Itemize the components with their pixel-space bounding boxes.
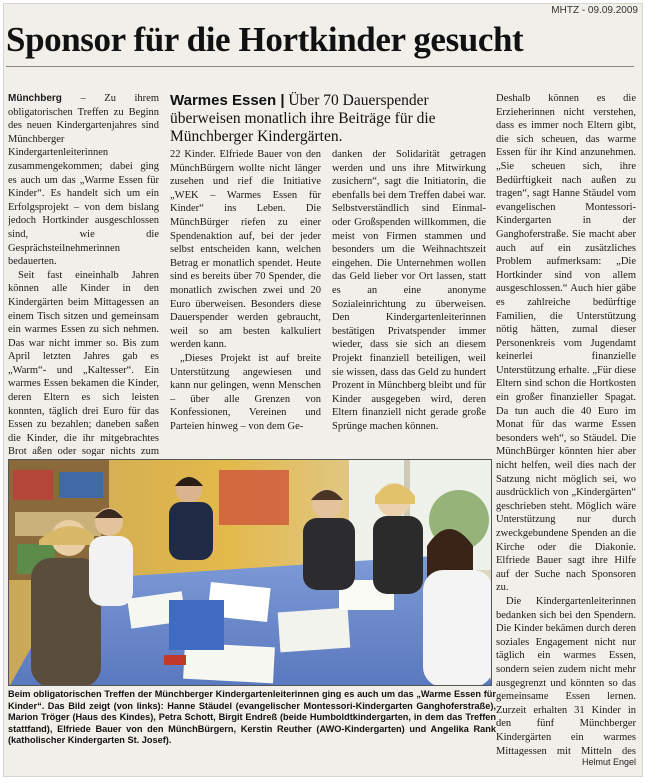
article-paragraph: „Dieses Projekt ist auf breite Unterstützung angewiesen und kann nur gelingen, wenn Menschen – über alle Grenzen von Konfessionen, Vereinen und Parteien hinweg – von dem Ge- (170, 352, 321, 432)
article-paragraph: danken der Solidarität getragen werden und uns ihre Mitwirkung zusichern“, sagt die Initiatorin, die ebenfalls bei dem Treffen dabei war. Selbstverständlich sind Einmal- oder Großspenden willkommen, die meist von Firmen stammen und besonders um die Weihnachtszeit eingehen. Die Unternehmen wollen das Geld lieber vor Ort lassen, statt es an eine anonyme Sozialeinrichtung zu überweisen. Den Kindergartenleiterinnen bestätigen Privatspender immer wieder, dass sie sich an diesem Projekt finanziell beteiligen, weil sie wissen, dass das Geld zu hundert Prozent in Münchberg bleibt und für Kinder ausgegeben wird, deren Eltern finanziell nicht gerade große Sprünge machen können. (332, 149, 486, 432)
article-paragraph: Münchberg – Zu ihrem obligatorischen Treffen zu Beginn des neuen Kindergartenjahres sind Münchberger Kindergartenleiterinnen zusammengekommen; dabei ging es auch um das „Warme Essen für Kinder“. Es handelt sich um ein Erfolgsprojekt – von dem bislang jedoch Hortkinder ausgeschlossen sind, wie die Gesprächsteilnehmerinnen bedauerten. (8, 93, 159, 268)
meeting-photo (8, 459, 492, 686)
article-column-3 (332, 148, 486, 456)
blue-folder (169, 600, 224, 650)
article-paragraph: Deshalb können es die Erzieherinnen nicht verstehen, dass es immer noch Eltern gibt, die sich scheuen, das warme Essen für ihr Kind anzunehmen. „Sie scheuen sich, ihre Bedürftigkeit nach außen zu tragen“, sagt Hanne Stäudel vom evangelischen Montessori-Kindergarten in der Ganghoferstraße. Sie macht aber auch auf ein zusätzliches Problem aufmerksam: „Die Hortkinder sind von allem ausgeschlossen.“ Auch hier gäbe es zahlreiche bedürftige Familien, die Unterstützung nötig hätten, zumal dieser Personenkreis vom Jugendamt keinerlei finanzielle Unterstützung erhalte. „Für diese Eltern sind schon die Hortkosten ein großer finanzieller Spagat. Da tun auch die 40 Euro im Monat für das warme Essen besonders weh“, so Stäudel. Die MünchBürger könnten hier aber nicht helfen, weil dies nach der Satzung nicht möglich sei, wo ausdrücklich von „Kindergärten“ geschrieben steht. Möglich wäre Unterstützung nur durch zweckgebundene Spenden an die Kirche oder die Diakonie. Elfriede Bauer sagt ihre Hilfe auf der Suche nach Sponsoren zu. (496, 93, 636, 594)
author-byline: Helmut Engel (581, 757, 636, 767)
article-column-4 (496, 92, 636, 756)
article-column-2 (170, 148, 321, 456)
dateline: MHTZ - 09.09.2009 (551, 5, 638, 16)
subhead-text: Über 70 Dauerspender überweisen monatlich ihre Beiträge für die Münchberger Kindergärten. (170, 92, 436, 145)
article-column-1 (8, 92, 159, 456)
meeting-photo-illustration (9, 460, 492, 686)
photo-caption: Beim obligatorischen Treffen der Münchberger Kindergartenleiterinnen ging es auch um das „Warme Essen für Kinder“. Das Bild zeigt (von links): Hanne Stäudel (evangelischer Montessori-Kindergarten Ganghoferstraße), Marion Tröger (Haus des Kindes), Petra Schott, Birgit Endreß (beide Humboldtkindergarten, in dem das Treffen stattfand), Elfriede Bauer von den MünchBürgern, Kerstin Reuther (AWO-Kindergarten) und Angelika Rank (katholischer Kindergarten St. Josef). (8, 689, 496, 745)
subhead-kicker: Warmes Essen | (170, 92, 285, 109)
headline-rule (6, 66, 634, 67)
headline: Sponsor für die Hortkinder gesucht (6, 20, 524, 59)
article-paragraph: 22 Kinder. Elfriede Bauer von den MünchBürgern wollte nicht länger zusehen und rief die Initiative „WEK – Warmes Essen für Kinder“ ins Leben. Die MünchBürger riefen zu einer Spendenaktion auf, bei der jeder selbst entscheiden kann, welchen Betrag er monatlich spendet. Heute sind es bereits über 70 Spender, die monatlich zwischen zwei und 20 Euro überweisen. Besonders diese Dauerspender werden gebraucht, weil so am besten kalkuliert werden kann. (170, 149, 321, 351)
place-name: Münchberg (8, 93, 62, 104)
article-paragraph: Seit fast eineinhalb Jahren können alle Kinder in den Kindergärten beim Mittagessen an einem Tisch sitzen und gemeinsam ein warmes Essen zu sich nehmen. Das war nicht immer so. Bis zum April letzten Jahres gab es „Warm“- und „Kaltesser“. Ein warmes Essen bekamen die Kinder, deren Eltern es sich leisten konnten, täglich drei Euro für das Essen zu bezahlen; daneben saßen die Kinder, die ihr mitgebrachtes Brot aßen oder sogar nichts zum (8, 269, 159, 456)
article-paragraph: Die Kindergartenleiterinnen bedanken sich bei den Spendern. Die Kinder bekämen durch deren soziales Engagement nicht nur täglich ein warmes Essen, sondern seien zudem nicht mehr ausgegrenzt und könnten so das gemeinsame Essen lernen. Zurzeit erhalten 31 Kinder in den fünf Münchberger Kindergärten ein warmes Mittagessen mit Mitteln des (496, 595, 636, 756)
subheadline (170, 92, 485, 146)
